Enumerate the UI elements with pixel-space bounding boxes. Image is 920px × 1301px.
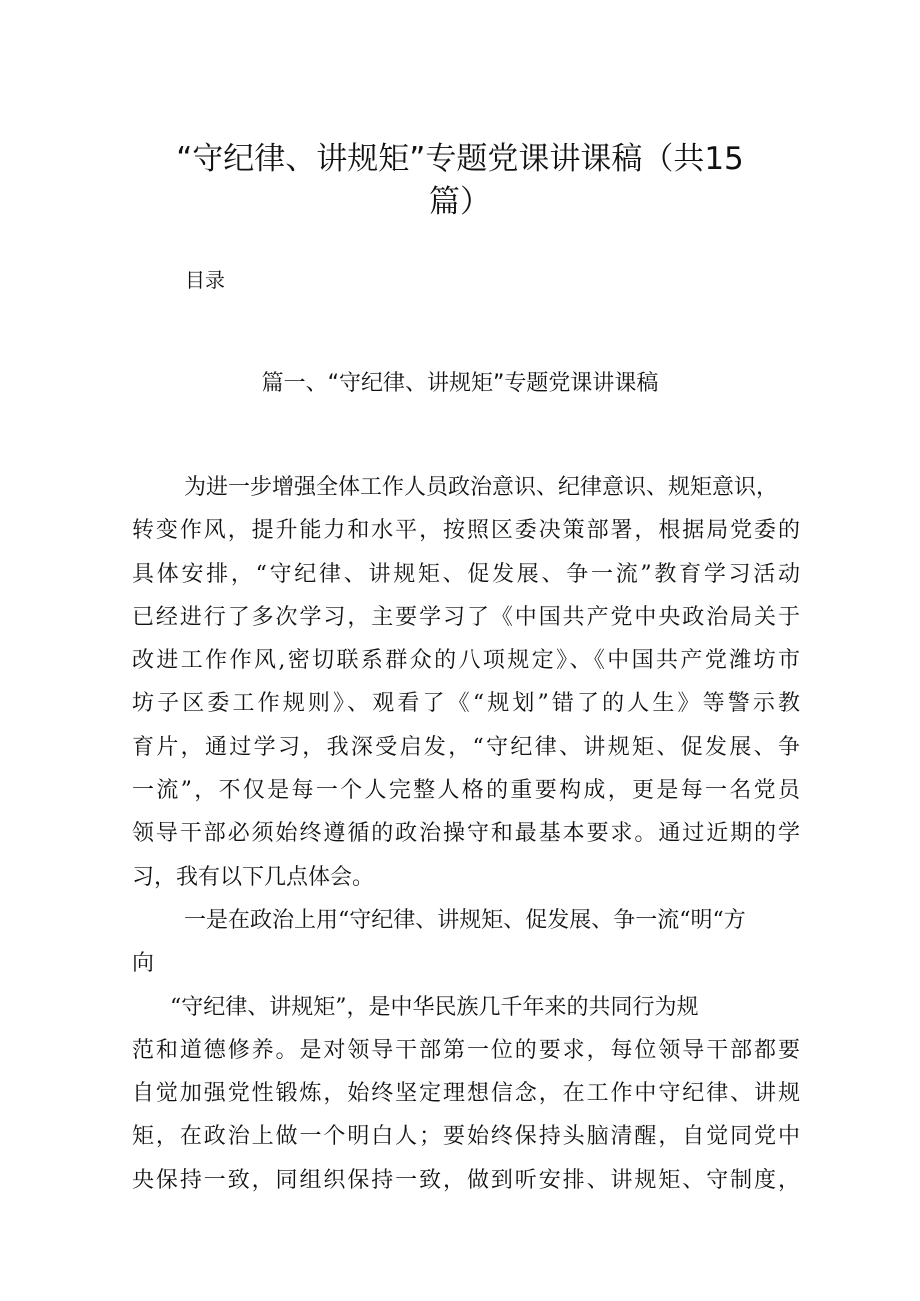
text-line: 习，我有以下几点体会。	[132, 864, 375, 890]
section-heading: 篇一、“守纪律、讲规矩”专题党课讲课稿	[261, 371, 659, 396]
text-line: 向	[132, 951, 155, 977]
text-line: “守纪律、讲规矩”，是中华民族几千年来的共同行为规	[170, 994, 699, 1020]
document-title	[120, 138, 800, 224]
text-line: 改进工作作风,密切联系群众的八项规定》、《中国共产党潍坊市	[132, 648, 800, 674]
text-line: 具体安排，“守纪律、讲规矩、促发展、争一流”教育学习活动	[132, 561, 800, 587]
document-body	[132, 466, 800, 1202]
text-line: 转变作风，提升能力和水平，按照区委决策部署，根据局党委的	[132, 518, 800, 544]
text-line: 育片，通过学习，我深受启发，“守纪律、讲规矩、促发展、争	[132, 734, 800, 760]
text-line: 央保持一致，同组织保持一致，做到听安排、讲规矩、守制度，	[132, 1167, 800, 1193]
document-title-line-2: 篇）	[429, 184, 491, 220]
text-line: 坊子区委工作规则》、观看了《“规划”错了的人生》等警示教	[132, 691, 800, 717]
text-line: 为进一步增强全体工作人员政治意识、纪律意识、规矩意识，	[184, 475, 779, 500]
paragraph-3	[132, 986, 800, 1202]
paragraph-1	[132, 466, 800, 899]
text-line: 一是在政治上用“守纪律、讲规矩、促发展、争一流“明“方	[184, 907, 746, 933]
text-line: 一流”，不仅是每一个人完整人格的重要构成，更是每一名党员	[132, 778, 800, 804]
text-line: 范和道德修养。是对领导干部第一位的要求，每位领导干部都要	[132, 1037, 800, 1063]
toc-label: 目录	[185, 268, 225, 292]
text-line: 领导干部必须始终遵循的政治操守和最基本要求。通过近期的学	[132, 821, 800, 847]
text-line: 已经进行了多次学习，主要学习了《中国共产党中央政治局关于	[132, 604, 800, 630]
text-line: 自觉加强党性锻炼，始终坚定理想信念，在工作中守纪律、讲规	[132, 1081, 800, 1107]
paragraph-2	[132, 899, 800, 986]
document-title-line-1: “守纪律、讲规矩”专题党课讲课稿（共15	[176, 141, 744, 177]
text-line: 矩，在政治上做一个明白人；要始终保持头脑清醒，自觉同党中	[132, 1124, 800, 1150]
